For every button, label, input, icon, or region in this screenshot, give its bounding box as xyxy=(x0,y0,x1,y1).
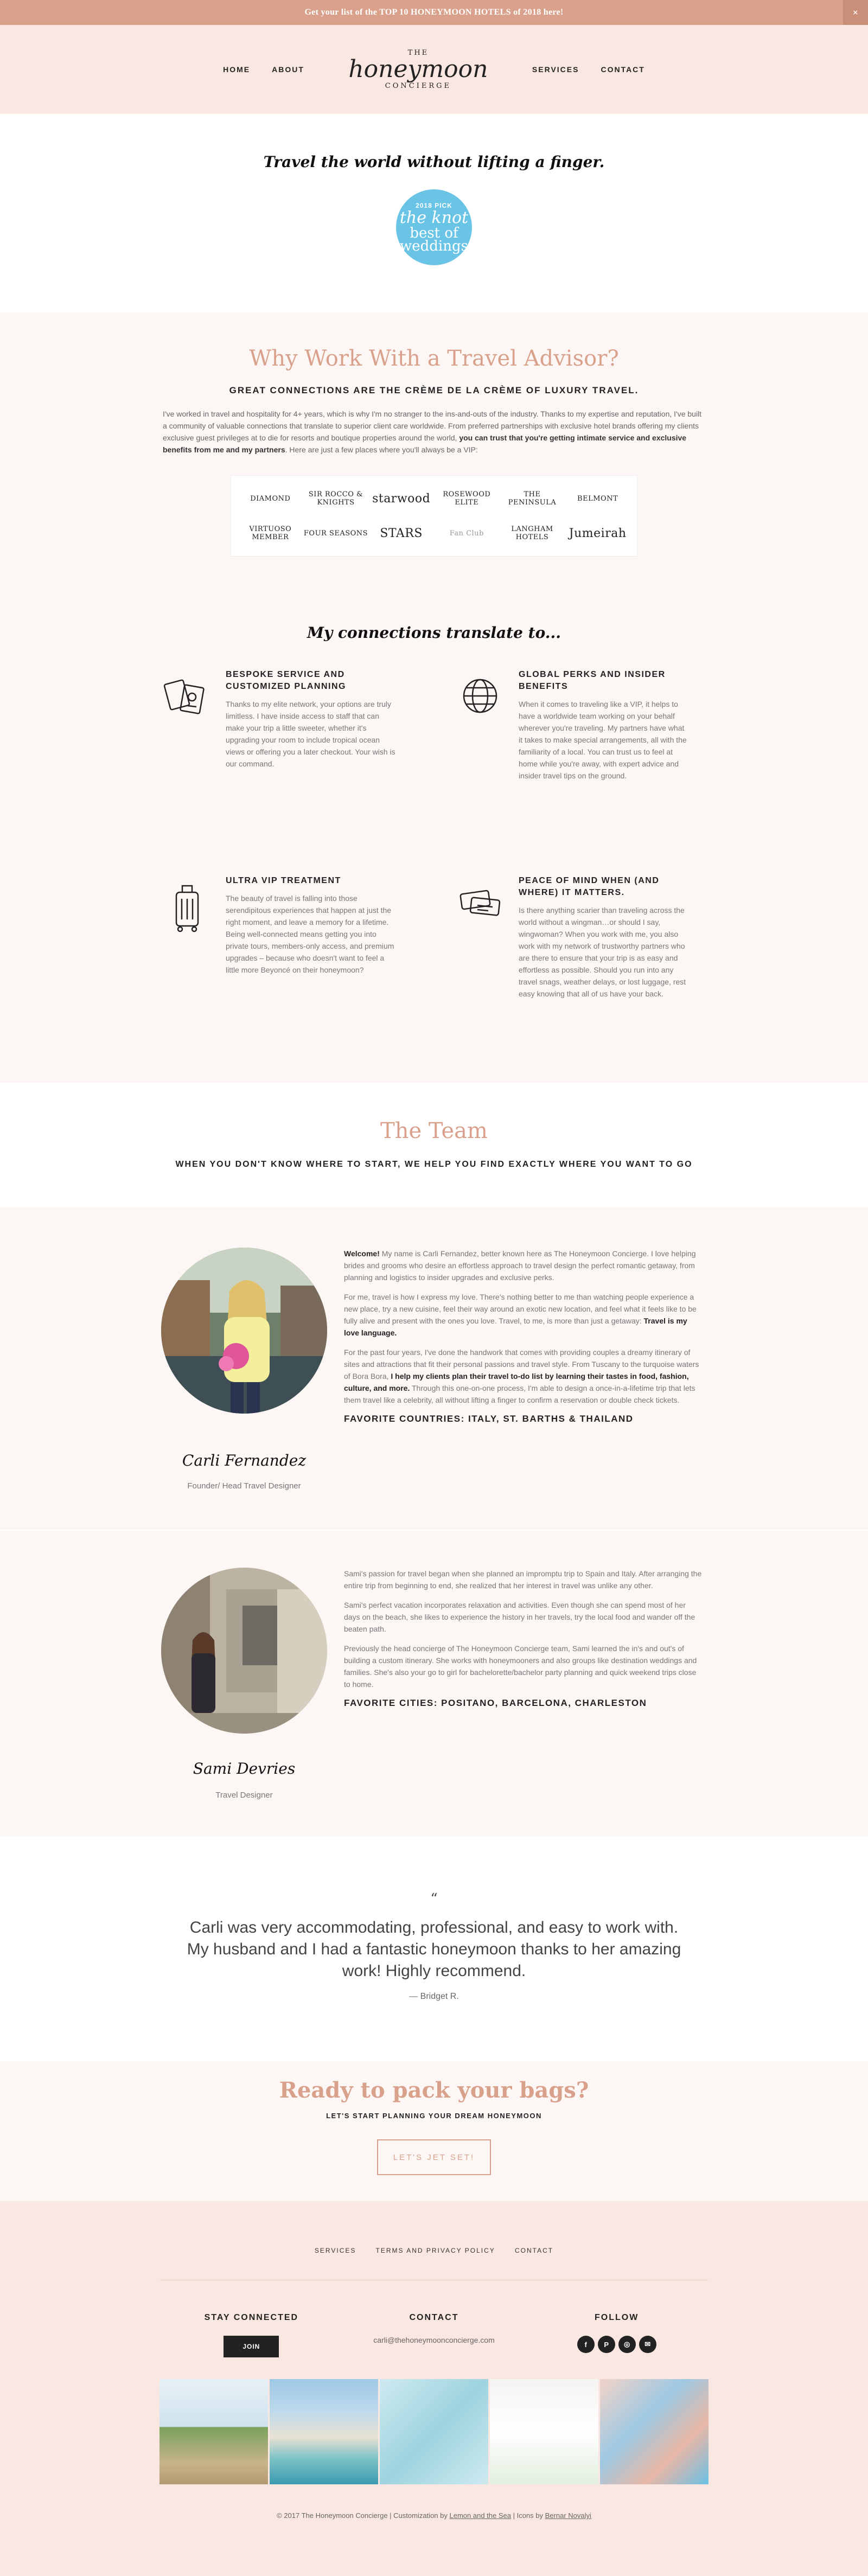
avatar xyxy=(161,1248,327,1414)
instagram-photo[interactable] xyxy=(159,2379,268,2484)
feature-title: ULTRA VIP TREATMENT xyxy=(226,876,341,885)
site-logo[interactable] xyxy=(337,40,500,99)
stay-connected-col xyxy=(160,2313,343,2357)
partner-logo: ROSEWOOD ELITE xyxy=(443,490,491,507)
instagram-photo[interactable] xyxy=(380,2379,488,2484)
copyright-text: © 2017 The Honeymoon Concierge | Customization by xyxy=(277,2511,450,2520)
copyright xyxy=(0,2511,868,2520)
bio-bold: I help my clients plan their travel to-do list by learning their tastes in food, fashion, culture, and more. xyxy=(344,1372,689,1392)
partner-logo: Jumeirah xyxy=(569,526,627,540)
nav-contact[interactable]: CONTACT xyxy=(601,65,645,74)
feature-title: GLOBAL PERKS AND INSIDER BENEFITS xyxy=(519,670,666,691)
email-link[interactable]: carli@thehoneymoonconcierge.com xyxy=(373,2336,495,2344)
team-subtitle: WHEN YOU DON'T KNOW WHERE TO START, WE HELP YOU FIND EXACTLY WHERE YOU WANT TO GO xyxy=(175,1160,693,1169)
partner-logo: STARS xyxy=(380,526,423,540)
partner-logo: FOUR SEASONS xyxy=(303,529,368,538)
credit-link[interactable]: Bernar Novalyi xyxy=(545,2511,591,2520)
contact-col xyxy=(343,2313,526,2357)
team-header xyxy=(0,1083,868,1207)
follow-heading: FOLLOW xyxy=(595,2313,639,2322)
footer-link-services[interactable]: SERVICES xyxy=(314,2247,356,2254)
badge-brand: the knot xyxy=(399,208,469,227)
stay-connected-heading: STAY CONNECTED xyxy=(204,2313,299,2322)
member-bio xyxy=(344,1248,702,1530)
bio-paragraph xyxy=(344,1291,702,1339)
pinterest-icon[interactable]: P xyxy=(598,2336,615,2353)
testimonial-author: — Bridget R. xyxy=(409,1992,459,2001)
contact-heading: CONTACT xyxy=(409,2313,459,2322)
partner-logo: Fan Club xyxy=(449,529,484,538)
bio-text: For the past four years, I've done the handwork that comes with providing couples a dreamy itinerary of sites and attractions that fit their personal passions and travel style. From Tuscany to the turquoise waters of Bora Bora, xyxy=(344,1348,699,1380)
jet-set-button[interactable]: LET'S JET SET! xyxy=(377,2139,491,2175)
copyright-text: | Icons by xyxy=(510,2511,545,2520)
bio-text: Through this one-on-one process, I'm able to design a once-in-a-lifetime trip that lets them travel like a celebrity, all without lifting a finger to confirm a reservation or double check tickets. xyxy=(344,1384,695,1404)
instagram-feed xyxy=(159,2379,709,2484)
footer-link-terms[interactable]: TERMS AND PRIVACY POLICY xyxy=(375,2247,495,2254)
features-grid xyxy=(157,669,711,1081)
social-icons xyxy=(525,2336,708,2353)
why-title: Why Work With a Travel Advisor? xyxy=(249,346,619,371)
bio-paragraph: Previously the head concierge of The Honeymoon Concierge team, Sami learned the in's and out's of building a custom itinerary. She works with honeymooners and also groups like destination weddings and families. She's also your go to girl for bachelorette/bachelor party planning and quick weekend trips close to home. xyxy=(344,1644,697,1689)
facebook-icon[interactable]: f xyxy=(577,2336,595,2353)
quote-icon: “ xyxy=(430,1891,438,1907)
badge-label: best of weddings xyxy=(400,225,468,254)
intro-bold: you can trust that you're getting intimate service and exclusive benefits from me and my partners xyxy=(163,433,687,454)
avatar xyxy=(161,1568,327,1734)
bio-text: My name is Carli Fernandez, better known here as The Honeymoon Concierge. I love helping brides and grooms who desire an effortless approach to travel design the perfect romantic getaway, from planning and logistics to insider upgrades and exclusive perks. xyxy=(344,1249,696,1282)
instagram-icon[interactable]: ◎ xyxy=(618,2336,636,2353)
footer-nav xyxy=(0,2201,868,2255)
feature-title: PEACE OF MIND WHEN (AND WHERE) IT MATTERS. xyxy=(519,876,660,897)
team-member-sami xyxy=(0,1531,868,1837)
why-subtitle: GREAT CONNECTIONS ARE THE CRÈME DE LA CRÈME OF LUXURY TRAVEL. xyxy=(229,385,639,395)
nav-services[interactable]: SERVICES xyxy=(532,65,579,74)
announcement-text[interactable]: Get your list of the TOP 10 HONEYMOON HOTELS of 2018 here! xyxy=(304,8,564,17)
close-icon[interactable]: × xyxy=(843,0,868,25)
member-role: Founder/ Head Travel Designer xyxy=(187,1481,301,1491)
member-favorites: FAVORITE CITIES: POSITANO, BARCELONA, CHARLESTON xyxy=(344,1698,647,1708)
main-nav xyxy=(212,40,656,99)
team-title: The Team xyxy=(380,1118,488,1143)
intro-text: I've worked in travel and hospitality for 4+ years, which is why I'm no stranger to the ins-and-outs of the industry. Thanks to my expertise and reputation, I've built a community of valuable connections that translate to superior client care worldwide. From preferred partnerships with exclusive hotel brands offering my clients exclusive guest privileges at to die for resorts and boutique properties around the world, xyxy=(163,410,702,442)
member-name: Sami Devries xyxy=(193,1760,296,1778)
partner-logo: DIAMOND xyxy=(250,494,291,503)
partner-logo: starwood xyxy=(372,491,431,506)
team-member-carli xyxy=(0,1207,868,1530)
nav-about[interactable]: ABOUT xyxy=(272,65,304,74)
instagram-photo[interactable] xyxy=(270,2379,378,2484)
feature-peace xyxy=(450,875,711,1081)
partner-logo: BELMONT xyxy=(577,494,618,503)
testimonial-section xyxy=(0,1838,868,2061)
feature-global xyxy=(450,669,711,875)
nav-home[interactable]: HOME xyxy=(223,65,251,74)
passport-icon xyxy=(157,669,217,875)
bio-text: For me, travel is how I express my love. There's nothing better to me than watching people experience a new place, try a new cuisine, feel their way around an exotic new location, and feel what it feels like to be fully alive and present with the ones you love. Travel, to me, is more than just a getaway: xyxy=(344,1293,697,1325)
hero-section xyxy=(0,114,868,312)
bio-paragraph: Sami's perfect vacation incorporates relaxation and activities. Even though she can spend most of her days on the beach, she likes to experience the history in her travels, try the local food and wander off the beaten path. xyxy=(344,1601,695,1633)
why-intro xyxy=(163,408,705,456)
email-icon[interactable]: ✉ xyxy=(639,2336,656,2353)
intro-end: . Here are just a few places where you'll always be a VIP: xyxy=(285,445,478,454)
hero-tagline: Travel the world without lifting a finger. xyxy=(263,153,605,171)
credit-link[interactable]: Lemon and the Sea xyxy=(449,2511,511,2520)
suitcase-icon xyxy=(157,875,217,1081)
logo-concierge: CONCIERGE xyxy=(385,82,452,90)
announcement-bar[interactable] xyxy=(0,0,868,25)
feature-text: Thanks to my elite network, your options are truly limitless. I have inside access to staff that can make your trip a little sweeter, whether it's upgrading your room to include tropical ocean views or offering you a later checkout. Your wish is our command. xyxy=(226,700,395,768)
tickets-icon xyxy=(450,875,510,1081)
site-header xyxy=(0,25,868,114)
badge-year: 2018 PICK xyxy=(416,202,452,209)
the-knot-badge xyxy=(396,189,472,265)
cta-section xyxy=(0,2061,868,2201)
feature-text: Is there anything scarier than traveling across the world without a wingman…or should I say, wingwoman? When you work with me, you also work with my network of trustworthy partners who are there to ensure that your trip is as easy and effortless as possible. Should you run into any travel snags, weather delays, or lost luggage, rest easy knowing that all of us have your back. xyxy=(519,906,686,998)
instagram-photo[interactable] xyxy=(600,2379,709,2484)
site-footer xyxy=(0,2201,868,2576)
feature-text: When it comes to traveling like a VIP, it helps to have a worldwide team working on your behalf wherever you're traveling. My partners have what it takes to make special arrangements, all with the familiarity of a local. You can trust us to feel at home while you're away, with expert advice and insider travel tips on the ground. xyxy=(519,700,687,780)
logo-script: honeymoon xyxy=(348,55,488,83)
member-role: Travel Designer xyxy=(215,1791,273,1800)
bio-paragraph xyxy=(344,1248,702,1283)
member-name: Carli Fernandez xyxy=(182,1452,307,1469)
instagram-photo[interactable] xyxy=(490,2379,598,2484)
bio-bold: Travel is my love language. xyxy=(344,1316,687,1337)
partner-logo: LANGHAM HOTELS xyxy=(511,525,553,541)
bio-paragraph xyxy=(344,1346,702,1406)
join-button[interactable]: JOIN xyxy=(224,2336,279,2357)
member-favorites: FAVORITE COUNTRIES: ITALY, ST. BARTHS & THAILAND xyxy=(344,1414,634,1424)
feature-title: BESPOKE SERVICE AND CUSTOMIZED PLANNING xyxy=(226,670,346,691)
follow-col xyxy=(525,2313,708,2357)
globe-icon xyxy=(450,669,510,875)
feature-vip xyxy=(157,875,418,1081)
bio-paragraph: Sami's passion for travel began when she planned an impromptu trip to Spain and Italy. After arranging the entire trip from beginning to end, she realized that her interest in travel was unlike any other. xyxy=(344,1569,702,1590)
feature-text: The beauty of travel is falling into those serendipitous experiences that happen at just the right moment, and leave a memory for a lifetime. Being well-connected means getting you into private tours, members-only access, and premium upgrades – because who doesn't want to feel a little more Beyoncé on their honeymoon? xyxy=(226,894,394,974)
partner-logo: SIR ROCCO & KNIGHTS xyxy=(308,490,363,507)
bio-bold: Welcome! xyxy=(344,1249,380,1258)
member-bio xyxy=(344,1568,702,1837)
why-section xyxy=(0,312,868,1083)
footer-columns xyxy=(160,2313,708,2357)
feature-bespoke xyxy=(157,669,418,875)
partner-logos xyxy=(231,475,637,557)
partner-logo: VIRTUOSO MEMBER xyxy=(249,525,292,541)
footer-link-contact[interactable]: CONTACT xyxy=(514,2247,554,2254)
logo-the: THE xyxy=(407,49,429,57)
partner-logo: THE PENINSULA xyxy=(508,490,557,507)
testimonial-quote: Carli was very accommodating, professional, and easy to work with. My husband and I had a fantastic honeymoon thanks to her amazing work! Highly recommend. xyxy=(187,1919,681,1980)
cta-title: Ready to pack your bags? xyxy=(279,2078,589,2103)
cta-subtitle: LET'S START PLANNING YOUR DREAM HONEYMOON xyxy=(326,2112,542,2120)
connections-title: My connections translate to... xyxy=(307,624,561,642)
